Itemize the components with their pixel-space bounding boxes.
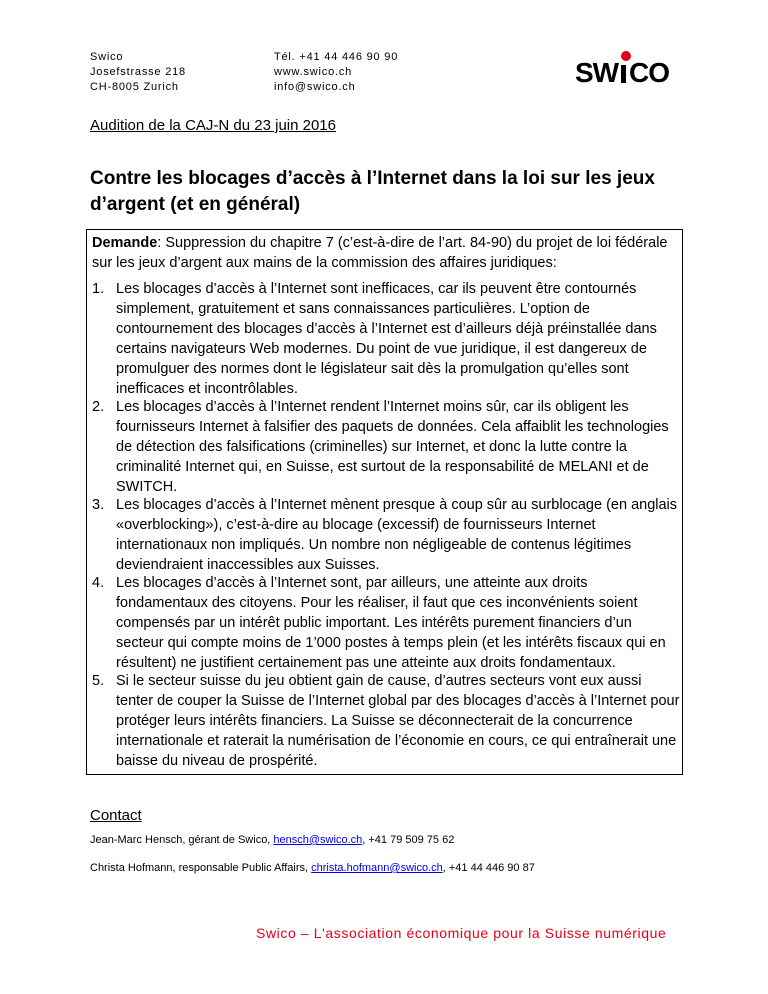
list-item: [92, 671, 680, 771]
svg-text:SW: SW: [575, 57, 619, 88]
demand-label: Demande: [92, 235, 158, 251]
list-text: Si le secteur suisse du jeu obtient gain de cause, d’autres secteurs vont eux aussi tenter de couper la Suisse de l’Internet global par des blocages d’accès à l’Internet pour protéger leurs intérêts financiers. La Suisse se déconnecterait de la concurrence internationale et raterait la numérisation de l’économie en cours, ce qui entraînerait une baisse du niveau de prospérité.: [116, 673, 680, 769]
contact-phone: , +41 44 446 90 87: [442, 862, 535, 874]
swico-logo: [569, 50, 679, 90]
document-title: Contre les blocages d’accès à l’Internet dans la loi sur les jeux d’argent (et en général): [90, 168, 655, 215]
contact-line: [90, 862, 535, 874]
list-item: [92, 495, 680, 575]
address-line: Josefstrasse 218: [90, 66, 186, 78]
demand-box: [86, 229, 683, 775]
list-text: Les blocages d’accès à l’Internet sont inefficaces, car ils peuvent être contournés simplement, gratuitement et sans connaissances particulières. L’option de contournement des blocages d’accès à l’Internet est d’ailleurs déjà préinstallée dans certains navigateurs Web modernes. Du point de vue juridique, il est dangereux de promulguer des normes dont le législateur sait dès la promulgation qu’elles sont inefficaces et incontrôlables.: [116, 281, 657, 397]
address-line: Swico: [90, 51, 124, 63]
phone: Tél. +41 44 446 90 90: [274, 51, 399, 63]
contact-person: Christa Hofmann, responsable Public Affairs,: [90, 862, 312, 874]
address-line: CH-8005 Zurich: [90, 81, 179, 93]
sender-address: [90, 50, 186, 95]
hearing-line: Audition de la CAJ-N du 23 juin 2016: [90, 117, 336, 134]
email-link[interactable]: christa.hofmann@swico.ch: [311, 862, 443, 874]
list-item: [92, 573, 680, 673]
footer-tagline: Swico – L'association économique pour la Suisse numérique: [256, 925, 667, 941]
contact-phone: , +41 79 509 75 62: [362, 834, 455, 846]
list-text: Les blocages d’accès à l’Internet sont, par ailleurs, une atteinte aux droits fondamentaux des citoyens. Pour les réaliser, il faut que ces inconvénients soient compensés par un intérêt public important. Les intérêts purement financiers d’un secteur qui compte moins de 1’000 postes à temps plein (et les intérêts fiscaux qui en résultent) ne justifient certainement pas une atteinte aux droits fondamentaux.: [116, 575, 666, 671]
email: info@swico.ch: [274, 81, 356, 93]
contact-person: Jean-Marc Hensch, gérant de Swico,: [90, 834, 274, 846]
list-text: Les blocages d’accès à l’Internet mènent presque à coup sûr au surblocage (en anglais «overblocking»), c’est-à-dire au blocage (excessif) de fournisseurs Internet internationaux non impliqués. Un nombre non négligeable de contenus légitimes deviendraient inaccessibles aux Suisses.: [116, 497, 678, 573]
website: www.swico.ch: [274, 66, 353, 78]
svg-text:CO: CO: [629, 57, 669, 88]
sender-contact: [274, 50, 398, 95]
demand-paragraph: [92, 233, 678, 273]
email-link[interactable]: hensch@swico.ch: [273, 834, 363, 846]
contact-heading: Contact: [90, 807, 142, 824]
list-item: [92, 279, 680, 399]
list-number: 2.: [92, 399, 105, 415]
list-number: 4.: [92, 575, 105, 591]
list-text: Les blocages d’accès à l’Internet rendent l’Internet moins sûr, car ils obligent les fournisseurs Internet à falsifier des paquets de données. Cela affaiblit les technologies de détection des falsifications (criminelles) sur Internet, et donc la lutte contre la criminalité Internet qui, en Suisse, est surtout de la responsabilité de MELANI et de SWITCH.: [116, 399, 669, 495]
list-number: 1.: [92, 281, 105, 297]
contact-line: [90, 834, 454, 846]
list-number: 5.: [92, 673, 105, 689]
list-number: 3.: [92, 497, 105, 513]
demand-text: : Suppression du chapitre 7 (c’est-à-dire de l’art. 84-90) du projet de loi fédérale sur les jeux d’argent aux mains de la commission des affaires juridiques:: [92, 235, 668, 271]
list-item: [92, 397, 680, 497]
